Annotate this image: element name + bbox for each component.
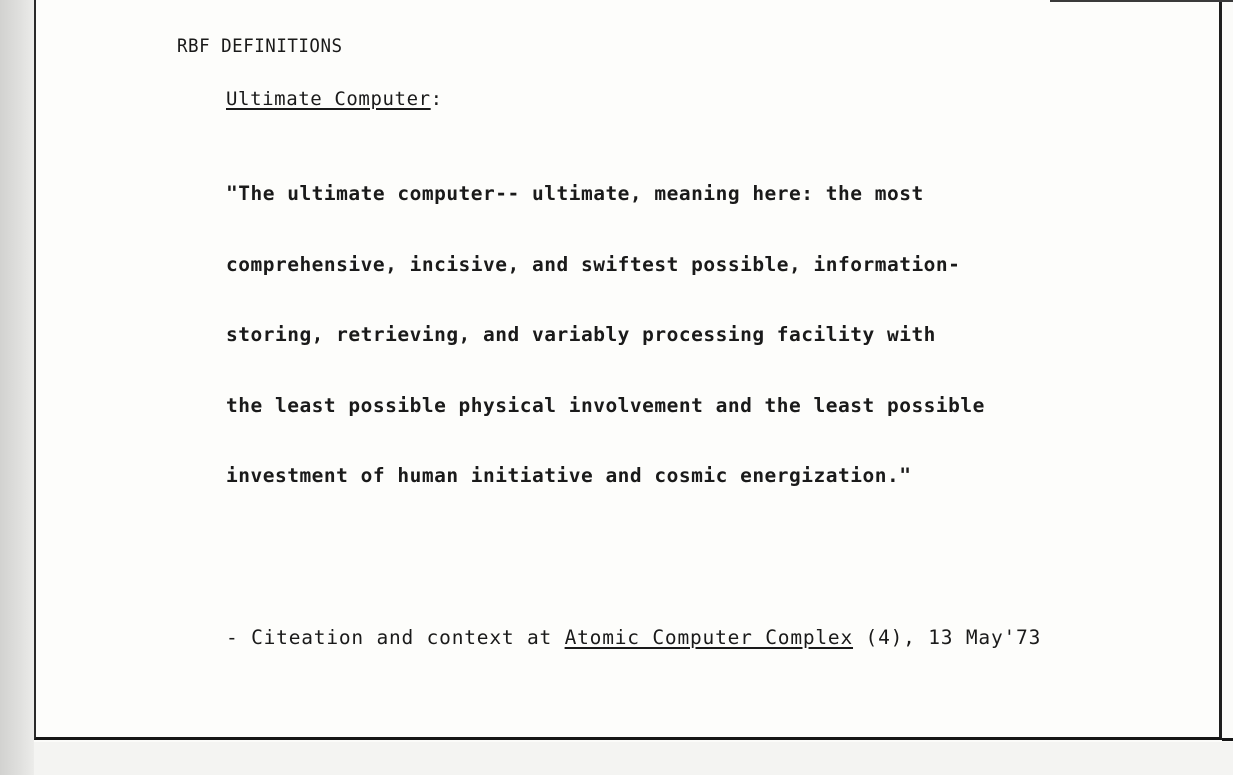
card-bottom-edge bbox=[1222, 738, 1233, 741]
quote-line: comprehensive, incisive, and swiftest possible, information- bbox=[226, 252, 961, 276]
citation-source: Atomic Computer Complex bbox=[564, 626, 854, 649]
quote-line: investment of human initiative and cosmic energization." bbox=[226, 464, 912, 487]
term-title bbox=[226, 88, 443, 110]
quote-line: the least possible physical involvement and the least possible bbox=[226, 393, 985, 417]
citation-prefix: - Citeation and context at bbox=[226, 626, 565, 649]
citation-suffix: (4), 13 May'73 bbox=[853, 626, 1042, 649]
term-label: Ultimate Computer bbox=[226, 88, 431, 110]
quote-line: "The ultimate computer-- ultimate, meaning here: the most bbox=[226, 182, 924, 205]
document-heading: RBF DEFINITIONS bbox=[177, 36, 343, 58]
citation-line bbox=[226, 626, 1041, 649]
quote-line: storing, retrieving, and variably processing facility with bbox=[226, 323, 936, 346]
card-top-edge bbox=[1050, 0, 1233, 2]
term-colon: : bbox=[430, 88, 443, 110]
page-edge-shadow bbox=[0, 0, 34, 775]
background-sheet bbox=[34, 742, 1233, 775]
definition-quote bbox=[226, 135, 985, 535]
